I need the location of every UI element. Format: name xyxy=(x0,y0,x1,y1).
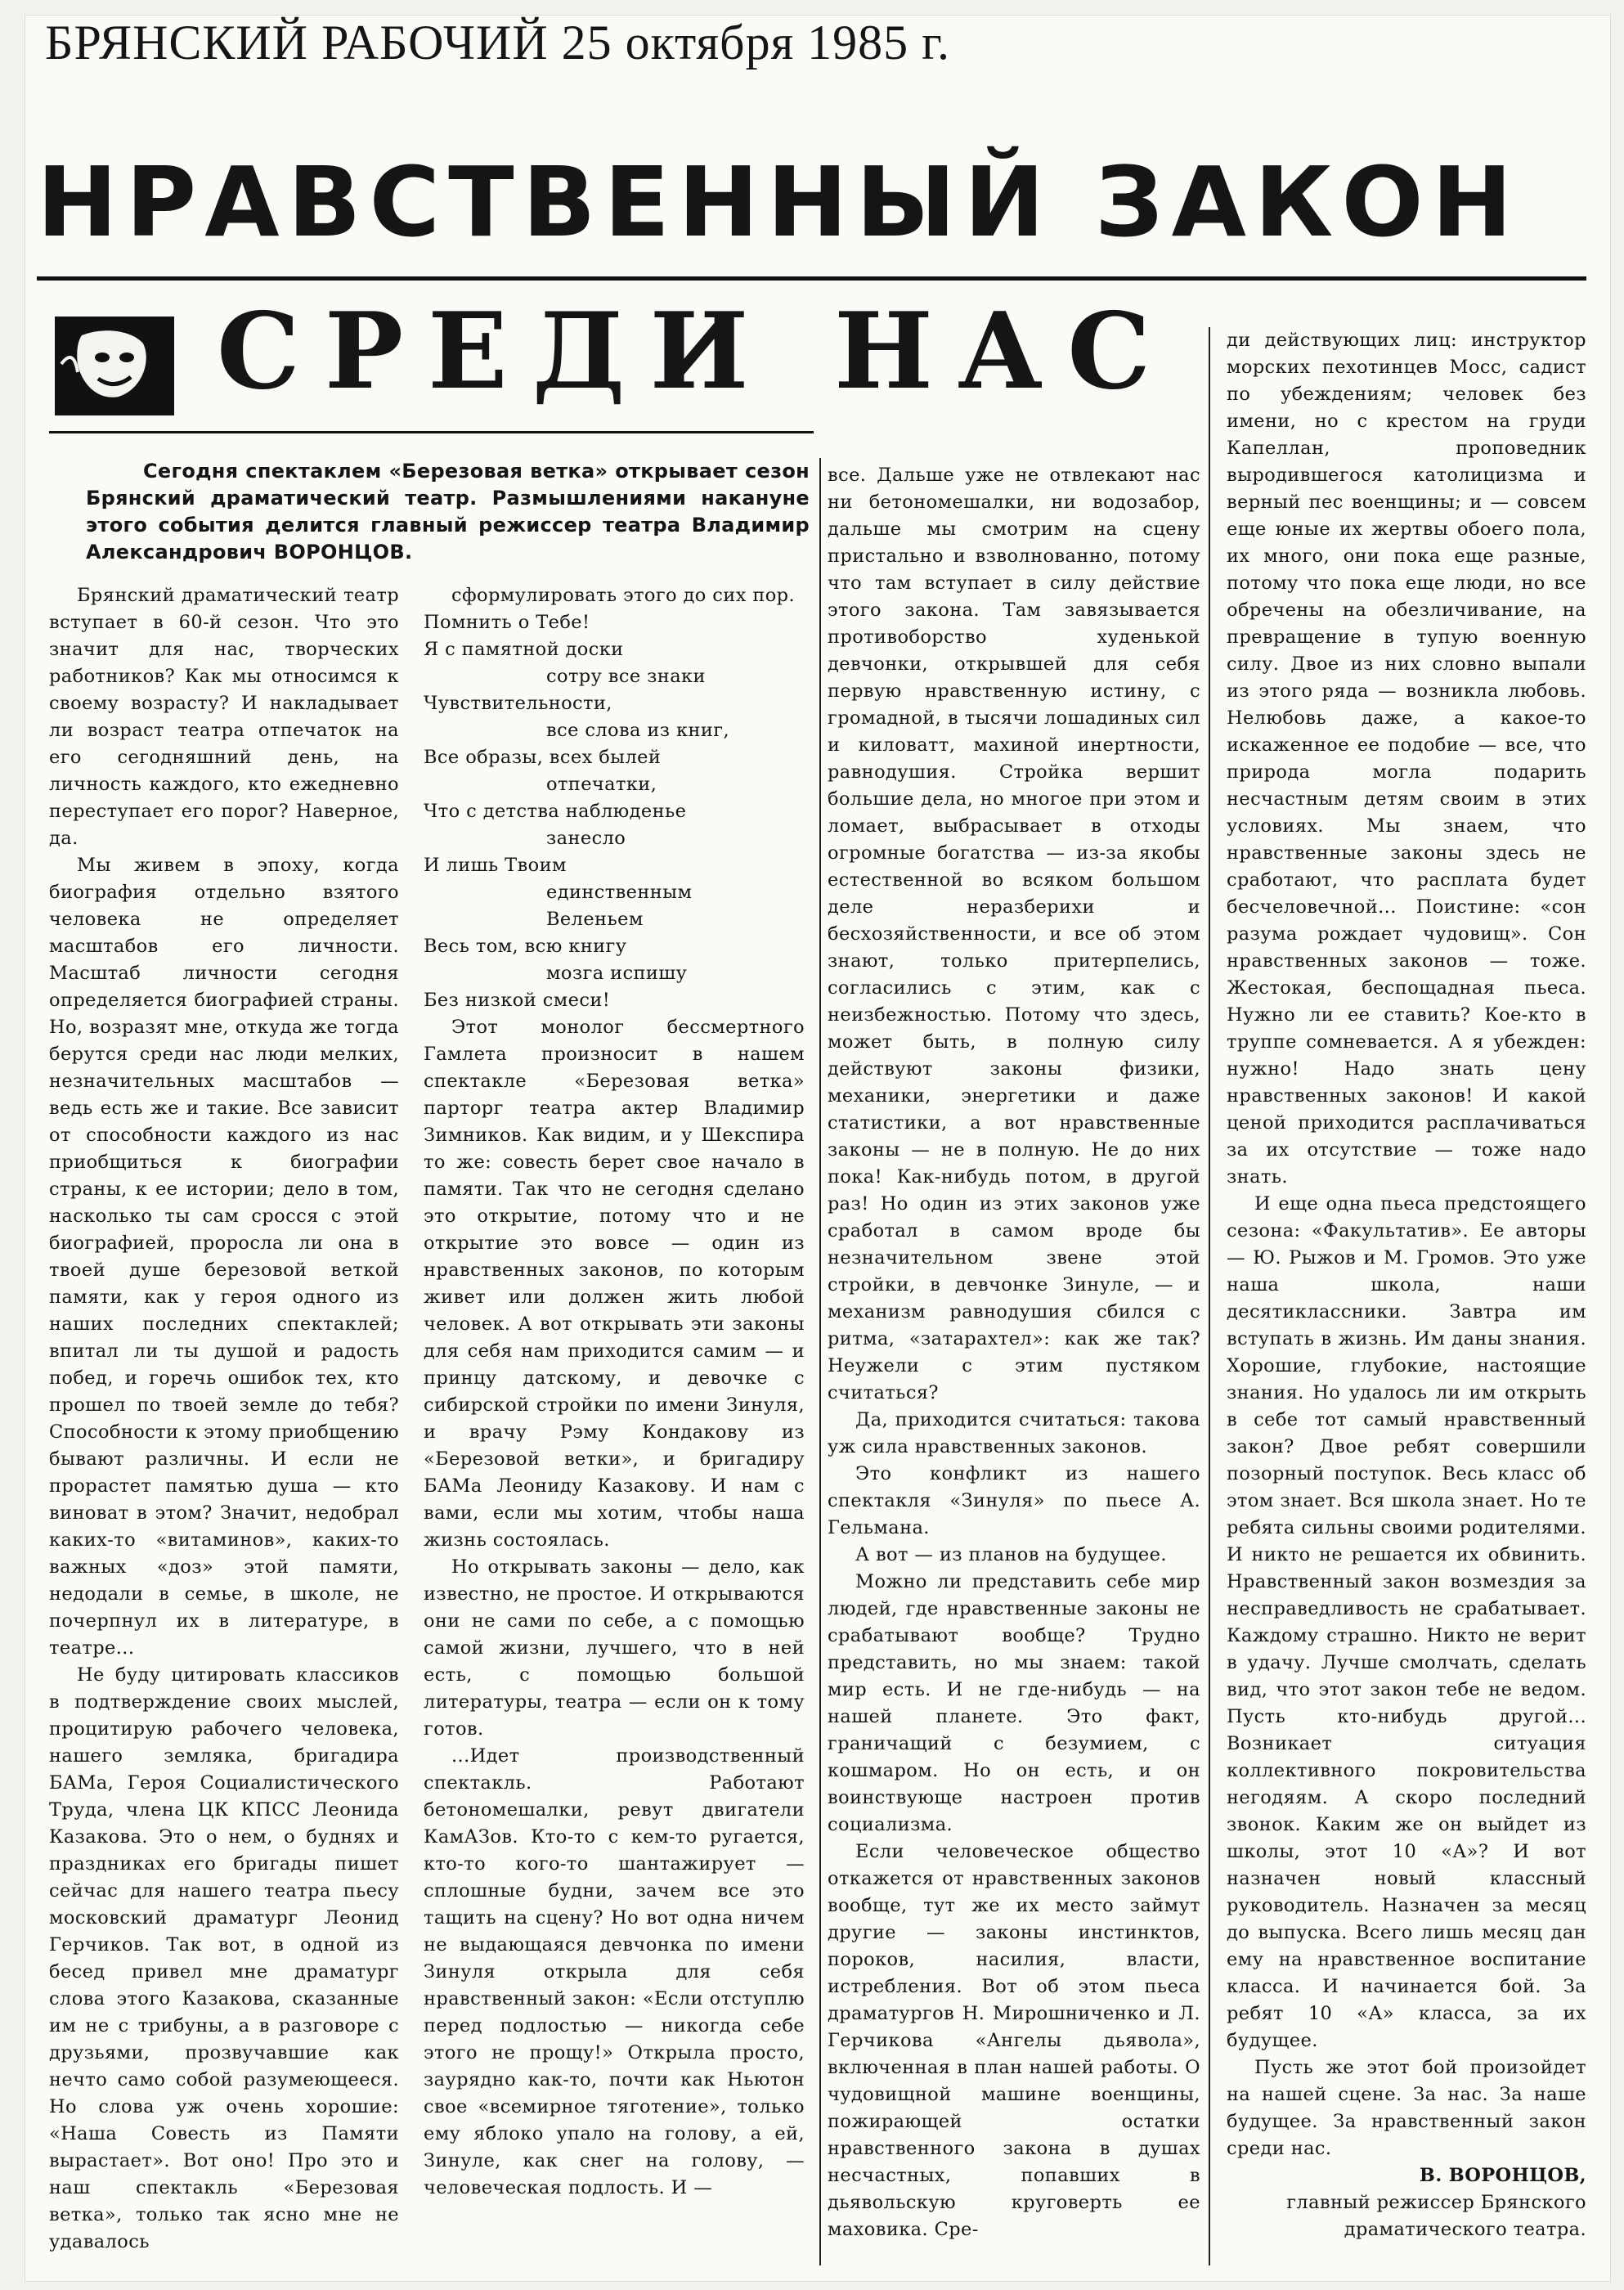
paragraph: сформулировать этого до сих пор. xyxy=(451,585,796,606)
paragraph: Мы живем в эпоху, когда биография отдельно взятого человека не определяет масштабов его личности. Масштаб личности сегодня определяется биографией страны. Но, возразят мне, откуда же тогда берутся среди нас люди мелких, незначительных масштабов — ведь есть же и такие. Все зависит от способности каждого из нас приобщиться к биографии страны, к ее истории; дело в том, насколько ты сам сросся с этой биографией, проросла ли она в твоей душе березовой веткой памяти, как у героя одного из наших последних спектаклей; впитал ли ты душой и радость побед, и горечь ошибок тех, кто прошел по твоей земле до тебя? Способности к этому приобщению бывают различны. И если не прорастет памятью душа — кто виноват в этом? Значит, недобрал каких-то «витаминов», каких-то важных «доз» этой памяти, недодали в семье, в школе, не почерпнул их в литературе, в театре... xyxy=(49,855,399,1659)
author-signature: В. ВОРОНЦОВ, xyxy=(1419,2165,1586,2186)
verse-line: все слова из книг, xyxy=(546,720,730,741)
verse-line: отпечатки, xyxy=(546,774,657,795)
column-rule-2-3 xyxy=(819,458,821,2265)
paragraph: ...Идет производственный спектакль. Работают бетономешалки, ревут двигатели КамАЗов. Кто-то с кем-то ругается, кто-то кого-то шантажирует — сплошные будни, зачем все это тащить на сцену? Но вот одна ничем не выдающаяся девчонка по имени Зинуля открыла для себя нравственный закон: «Если отступлю перед подлостью — никогда себе этого не прощу!» Открыла просто, заурядно как-то, почти как Ньютон свое «всемирное тяготение», только ему яблоко упало на голову, а ей, Зинуле, как снег на голову, — человеческая подлость. И — xyxy=(424,1745,805,2198)
paragraph: все. Дальше уже не отвлекают нас ни бетономешалки, ни водозабор, дальше мы смотрим на сцену пристально и взволнованно, потому что там вступает в силу действие этого закона. Там завязывается противоборство худенькой девчонки, открывшей для себя первую нравственную истину, с громадной, в тысячи лошадиных сил и киловатт, махиной инертности, равнодушия. Стройка вершит большие дела, но многое при этом и ломает, выбрасывает в отходы огромные богатства — из-за якобы естественной во всяком большом деле неразберихи и бесхозяйственности, и все об этом знают, только притерпелись, согласились с этим, как с неизбежностью. Потому что здесь, может быть, в полную силу действуют законы физики, механики, энергетики и даже статистики, а вот нравственные законы — не в полную. Не до них пока! Как-нибудь потом, в другой раз! Но один из этих законов уже сработал в самом вроде бы незначительном звене этой стройки, в девчонке Зинуле, — и механизм равнодушия сбился с ритма, «затарахтел»: как же так? Неужели с этим пустяком считаться? xyxy=(828,465,1200,1403)
paragraph: Можно ли представить себе мир людей, где нравственные законы не срабатывают вообще? Трудно представить, но мы знаем: такой мир есть. И не где-нибудь — на нашей планете. Это факт, граничащий с безумием, с кошмаром. Но он есть, и он воинствующе настроен против социализма. xyxy=(828,1571,1200,1835)
verse-line: Что с детства наблюденье xyxy=(424,801,687,822)
article-column-2 xyxy=(424,582,805,2275)
paragraph: Если человеческое общество откажется от нравственных законов вообще, тут же их место займут другие — законы инстинктов, пороков, насилия, власти, истребления. Вот об этом пьеса драматургов Н. Мирошниченко и Л. Герчикова «Ангелы дьявола», включенная в план нашей работы. О чудовищной машине военщины, пожирающей остатки нравственного закона в душах несчастных, попавших в дьявольскую круговерть ее маховика. Сре- xyxy=(828,1841,1200,2240)
author-role: главный режиссер Брянского драматического театра. xyxy=(1286,2192,1586,2240)
verse-line: Помнить о Тебе! xyxy=(424,612,590,633)
verse-line: сотру все знаки xyxy=(546,666,706,687)
paragraph: И еще одна пьеса предстоящего сезона: «Факультатив». Ее авторы — Ю. Рыжов и М. Громов. Это уже наша школа, наши десятиклассники. Завтра им вступать в жизнь. Им даны знания. Хорошие, глубокие, настоящие знания. Но удалось ли им открыть в себе тот самый нравственный закон? Двое ребят совершили позорный поступок. Весь класс об этом знает. Вся школа знает. Но те ребята сильны своими родителями. И никто не решается их обвинить. Нравственный закон возмездия за несправедливость не срабатывает. Каждому страшно. Никто не верит в удачу. Лучше смолчать, сделать вид, что этот закон тебе не ведом. Пусть кто-нибудь другой... Возникает ситуация коллективного покровительства негодяям. А скоро последний звонок. Каким же он выйдет из школы, этот 10 «А»? И вот назначен новый классный руководитель. Назначен за месяц до выпуска. Всего лишь месяц дан ему на нравственное воспитание класса. И начинается бой. За ребят 10 «А» класса, за их будущее. xyxy=(1227,1193,1586,2051)
headline-rule xyxy=(37,276,1586,281)
paragraph: Пусть же этот бой произойдет на нашей сцене. За нас. За наше будущее. За нравственный закон среди нас. xyxy=(1227,2057,1586,2159)
verse-line: Чувствительности, xyxy=(424,693,612,714)
verse-line: Весь том, всю книгу xyxy=(424,936,627,957)
verse-line: Веленьем xyxy=(546,909,644,930)
verse-line: Я с памятной доски xyxy=(424,639,624,660)
paragraph: Да, приходится считаться: такова уж сила нравственных законов. xyxy=(828,1409,1200,1457)
verse-line: занесло xyxy=(546,828,626,849)
article-column-3 xyxy=(828,462,1200,2274)
headline-line-2: СРЕДИ НАС xyxy=(217,290,1176,413)
headline-line-1: НРАВСТВЕННЫЙ ЗАКОН xyxy=(37,146,1521,258)
paragraph: Этот монолог бессмертного Гамлета произносит в нашем спектакле «Березовая ветка» парторг театра актер Владимир Зимников. Как видим, и у Шекспира то же: совесть берет свое начало в памяти. Так что не сегодня сделано это открытие, потому что и не открытие это вовсе — один из нравственных законов, по которым живет или должен жить любой человек. А вот открывать эти законы для себя нам приходится самим — и принцу датскому, и девочке с сибирской стройки по имени Зинуля, и врачу Рэму Кондакову из «Березовой ветки», и бригадиру БАМа Леониду Казакову. И нам с вами, если мы хотим, чтобы наша жизнь состоялась. xyxy=(424,1017,805,1551)
verse-line: Без низкой смеси! xyxy=(424,990,611,1011)
verse-line: И лишь Твоим xyxy=(424,855,567,876)
verse-line: мозга испишу xyxy=(546,963,688,984)
verse-line: Все образы, всех былей xyxy=(424,747,662,768)
article-column-4 xyxy=(1227,327,1586,2274)
paragraph: ди действующих лиц: инструктор морских пехотинцев Мосс, садист по убеждениям; человек без имени, но с крестом на груди Капеллан, проповедник выродившегося католицизма и верный пес военщины; и — совсем еще юные их жертвы обоего пола, их много, они пока еще разные, потому что пока еще люди, но все обречены на обезличивание, на превращение в тупую военную силу. Двое из них словно выпали из этого ряда — возникла любовь. Нелюбовь даже, а какое-то искаженное ее подобие — все, что природа могла подарить несчастным детям своим в этих условиях. Мы знаем, что нравственные законы здесь не сработают, что расплата будет бесчеловечной... Поистине: «сон разума рождает чудовищ». Сон нравственных законов — тоже. Жестокая, беспощадная пьеса. Нужно ли ее ставить? Кое-кто в труппе сомневается. А я убежден: нужно! Надо знать цену нравственных законов! И какой ценой приходится расплачиваться за их отсутствие — тоже надо знать. xyxy=(1227,330,1586,1188)
article-column-1 xyxy=(49,582,399,2275)
paragraph: Не буду цитировать классиков в подтверждение своих мыслей, процитирую рабочего человека, нашего земляка, бригадира БАМа, Героя Социалистического Труда, члена ЦК КПСС Леонида Казакова. Это о нем, о буднях и праздниках его бригады пишет сейчас для нашего театра пьесу московский драматург Леонид Герчиков. Так вот, в одной из бесед привел мне драматург слова этого Казакова, сказанные им не с трибуны, а в разговоре с друзьями, прозвучавшие как нечто само собой разумеющееся. Но слова уж очень хорошие: «Наша Совесть из Памяти вырастает». Вот оно! Про это и наш спектакль «Березовая ветка», только так ясно мне не удавалось xyxy=(49,1664,399,2252)
newspaper-header: БРЯНСКИЙ РАБОЧИЙ 25 октября 1985 г. xyxy=(45,16,951,70)
article-lead: Сегодня спектаклем «Березовая ветка» открывает сезон Брянский драматический театр. Размышлениями накануне этого события делится главный режиссер театра Владимир Александрович ВОРОНЦОВ. xyxy=(86,460,810,564)
paragraph: Но открывать законы — дело, как известно, не простое. И открываются они не сами по себе, а с помощью самой жизни, лучшего, что в ней есть, с помощью большой литературы, театра — если он к тому готов. xyxy=(424,1556,805,1740)
headline-underline xyxy=(49,431,814,433)
column-rule-3-4 xyxy=(1209,327,1210,2265)
paragraph: А вот — из планов на будущее. xyxy=(855,1544,1167,1565)
theatre-masks-icon xyxy=(53,315,176,417)
paragraph: Брянский драматический театр вступает в 60-й сезон. Что это значит для нас, творческих работников? Как мы относимся к своему возрасту? И накладывает ли возраст театра отпечаток на его сегодняшний день, на личность каждого, кто ежедневно переступает его порог? Наверное, да. xyxy=(49,585,399,849)
verse-line: единственным xyxy=(546,882,693,903)
paragraph: Это конфликт из нашего спектакля «Зинуля» по пьесе А. Гельмана. xyxy=(828,1463,1200,1538)
